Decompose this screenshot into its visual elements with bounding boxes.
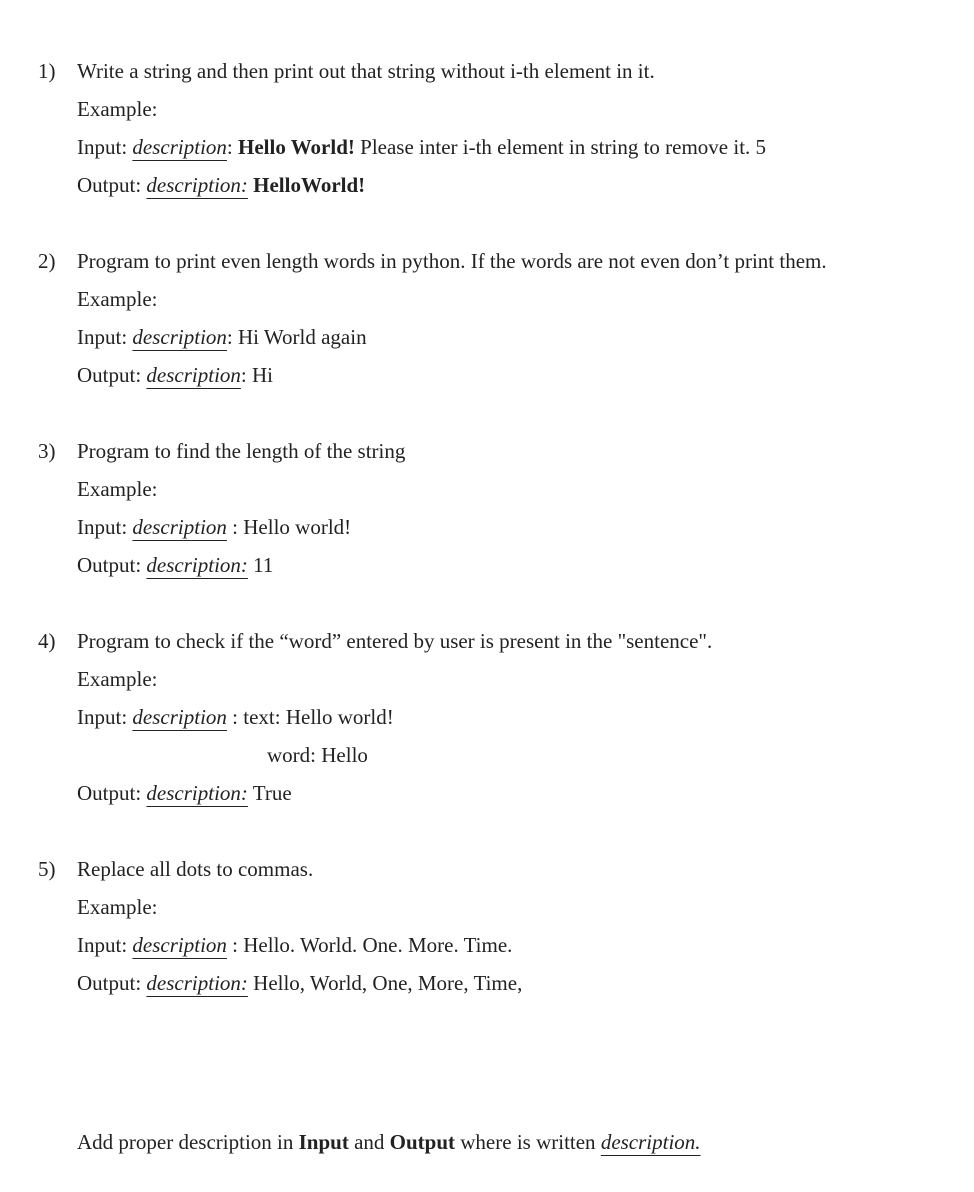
task-number: 5) [38,857,56,881]
input-bold-value: Hello World! [238,135,355,159]
output-label: Output: [77,173,142,197]
example-label: Example: [77,895,158,919]
footer-text-1: Add proper description in [77,1130,294,1154]
output-line [77,166,914,204]
task-title: Program to find the length of the string [77,439,406,463]
input-label: Input: [77,705,128,729]
input-value: : Hi World again [226,325,367,349]
output-line [77,964,914,1002]
task-title: Write a string and then print out that string without i-th element in it. [77,59,655,83]
input-line [77,128,914,166]
output-line [77,356,914,394]
input-description: description [132,515,227,539]
task-3 [0,432,974,584]
example-label: Example: [77,667,158,691]
output-value: Hello, World, One, More, Time, [253,971,523,995]
footer-input-word: Input [298,1130,349,1154]
footer-instruction [77,1123,701,1161]
input-label: Input: [77,325,128,349]
task-title: Replace all dots to commas. [77,857,314,881]
input-label: Input: [77,515,128,539]
task-number: 4) [38,629,56,653]
output-value: 11 [253,553,274,577]
task-number: 3) [38,439,56,463]
output-label: Output: [77,781,142,805]
task-5 [0,850,974,1002]
document-body [0,52,974,1040]
input-description: description [132,325,227,349]
input-label: Input: [77,135,128,159]
output-description: description: [146,781,248,805]
output-description: description: [146,971,248,995]
input-label: Input: [77,933,128,957]
task-4 [0,622,974,812]
output-description: description: [146,173,248,197]
output-value: : Hi [240,363,274,387]
output-line [77,546,914,584]
footer-text-2: and [354,1130,385,1154]
input-value: : Hello world! [226,515,352,539]
input-value: : Hello. World. One. More. Time. [226,933,513,957]
input-line [77,926,914,964]
output-description: description: [146,553,248,577]
input-value: Please inter i-th element in string to remove it. 5 [360,135,767,159]
output-bold-value: HelloWorld! [253,173,366,197]
example-label: Example: [77,477,158,501]
task-number: 1) [38,59,56,83]
output-description: description [146,363,241,387]
output-value: True [252,781,292,805]
example-label: Example: [77,287,158,311]
input-line [77,508,914,546]
input-line [77,698,914,736]
input-line [77,318,914,356]
output-line [77,774,914,812]
input-description: description [132,135,227,159]
task-title: Program to check if the “word” entered by user is present in the "sentence". [77,629,713,653]
task-2 [0,242,974,394]
input-line-continued: word: Hello [267,743,368,767]
input-description: description [132,933,227,957]
task-title: Program to print even length words in python. If the words are not even don’t print them. [77,249,827,273]
input-description: description [132,705,227,729]
footer-output-word: Output [389,1130,456,1154]
input-separator: : [226,135,233,159]
task-1 [0,52,974,204]
example-label: Example: [77,97,158,121]
footer-description-word: description. [600,1130,701,1154]
output-label: Output: [77,553,142,577]
output-label: Output: [77,971,142,995]
input-value: : text: Hello world! [226,705,394,729]
output-label: Output: [77,363,142,387]
footer-text-3: where is written [460,1130,596,1154]
task-number: 2) [38,249,56,273]
